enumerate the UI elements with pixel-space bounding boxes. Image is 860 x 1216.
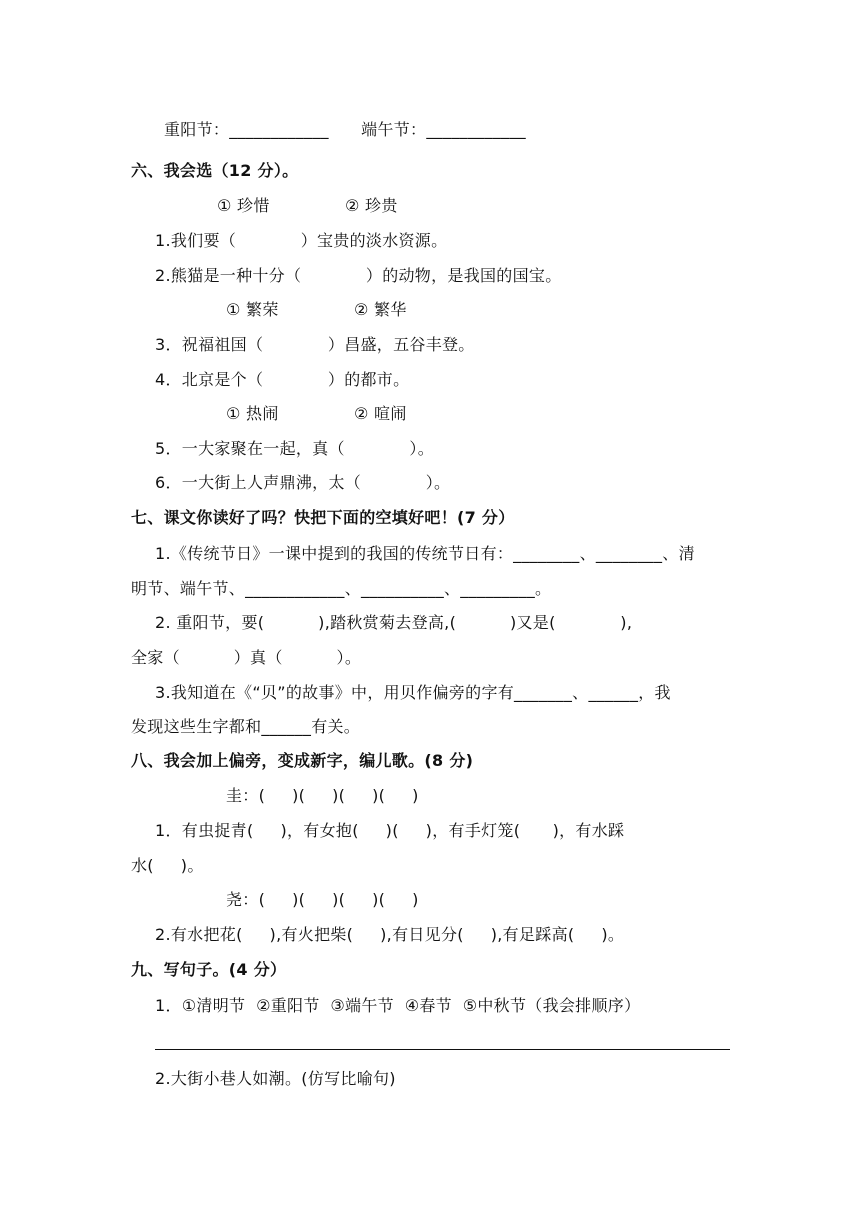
section-7-heading: 七、课文你读好了吗？快把下面的空填好吧！(7 分） — [131, 508, 515, 527]
answer-line — [155, 1049, 730, 1050]
question-6-5: 5．一大家聚在一起，真（ ）。 — [155, 439, 435, 458]
options-group-3: ① 热闹 ② 喧闹 — [226, 404, 407, 423]
radical-row-yao: 尧：( )( )( )( ) — [226, 890, 419, 909]
options-group-1: ① 珍惜 ② 珍贵 — [217, 196, 398, 215]
question-7-2-line-b: 全家（ ）真（ ）。 — [131, 648, 362, 667]
question-8-2: 2.有水把花( ),有火把柴( ),有日见分( ),有足踩高( )。 — [155, 925, 625, 944]
question-6-2: 2.熊猫是一种十分（ ）的动物，是我国的国宝。 — [155, 266, 562, 285]
question-9-1: 1．①清明节 ②重阳节 ③端午节 ④春节 ⑤中秋节（我会排顺序） — [155, 996, 641, 1015]
question-8-1-line-b: 水( )。 — [131, 856, 204, 875]
question-8-1-line-a: 1．有虫捉青( )，有女抱( )( )，有手灯笼( )，有水踩 — [155, 821, 625, 840]
question-9-2: 2.大街小巷人如潮。(仿写比喻句) — [155, 1069, 396, 1088]
question-7-3-line-a: 3.我知道在《“贝”的故事》中，用贝作偏旁的字有_______、______，我 — [155, 683, 671, 702]
question-6-1: 1.我们要（ ）宝贵的淡水资源。 — [155, 231, 448, 250]
question-7-1-line-a: 1.《传统节日》一课中提到的我国的传统节日有：________、________、清 — [155, 544, 695, 563]
section-8-heading: 八、我会加上偏旁，变成新字，编儿歌。(8 分) — [131, 751, 474, 770]
question-6-3: 3．祝福祖国（ ）昌盛，五谷丰登。 — [155, 335, 475, 354]
question-7-3-line-b: 发现这些生字都和______有关。 — [131, 717, 361, 736]
radical-row-gui: 圭：( )( )( )( ) — [226, 786, 419, 805]
question-6-6: 6．一大街上人声鼎沸，太（ ）。 — [155, 473, 451, 492]
question-6-4: 4．北京是个（ ）的都市。 — [155, 370, 410, 389]
question-7-1-line-b: 明节、端午节、____________、__________、_________。 — [131, 579, 552, 598]
options-group-2: ① 繁荣 ② 繁华 — [226, 300, 407, 319]
festival-fill-line: 重阳节：____________ 端午节：____________ — [164, 120, 526, 139]
section-9-heading: 九、写句子。(4 分） — [131, 960, 287, 979]
question-7-2-line-a: 2. 重阳节，要( ),踏秋赏菊去登高,( )又是( ), — [155, 613, 633, 632]
section-6-heading: 六、我会选（12 分）。 — [131, 161, 299, 180]
